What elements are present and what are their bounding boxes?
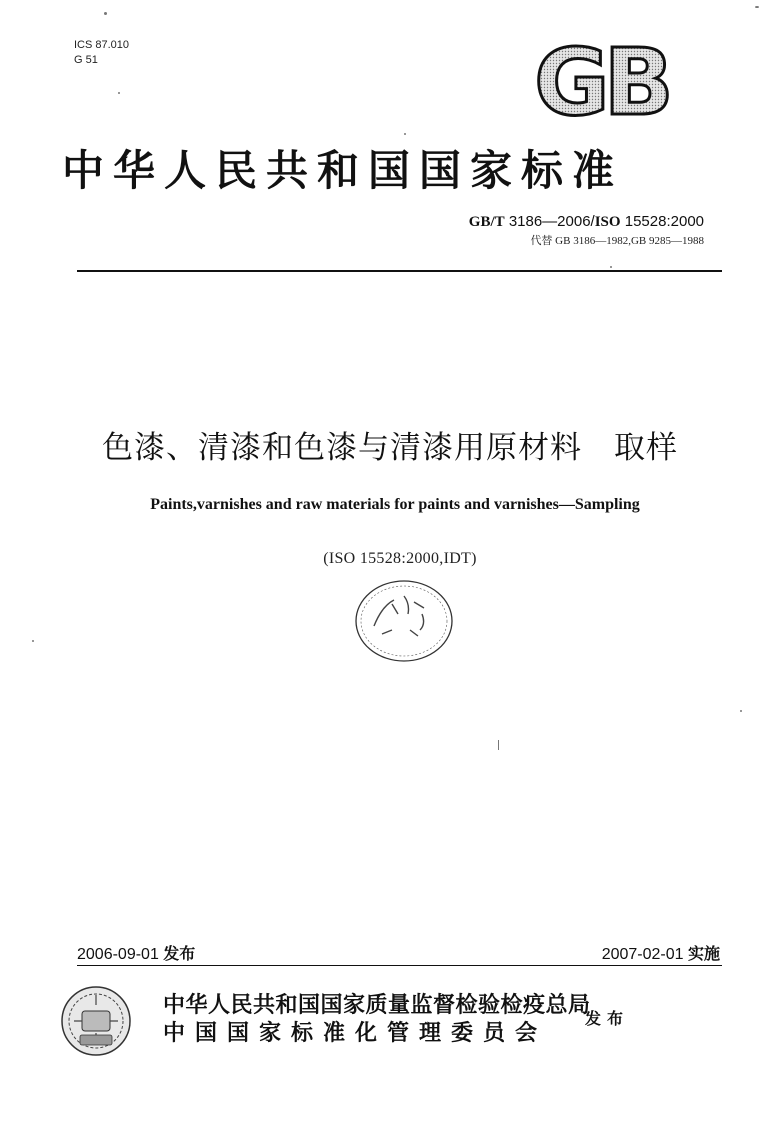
publish-date-value: 2006-09-01 — [77, 946, 159, 963]
scan-speck — [32, 640, 34, 642]
standard-number — [469, 213, 704, 231]
publish-date — [77, 941, 195, 964]
scan-speck — [118, 92, 120, 94]
scan-speck — [755, 6, 759, 8]
ics-code-block — [74, 38, 129, 68]
category-code: G 51 — [74, 54, 98, 66]
scan-speck — [498, 740, 499, 750]
chinese-title: 色漆、清漆和色漆与清漆用原材料 取样 — [102, 430, 678, 466]
aqsiq-seal-icon — [60, 985, 132, 1057]
scan-speck — [404, 133, 406, 135]
scan-speck — [610, 266, 612, 268]
scan-speck — [104, 12, 107, 15]
issuer-sac: 中国国家标准化管理委员会 — [163, 1020, 548, 1046]
english-title: Paints,varnishes and raw materials for paints and varnishes—Sampling — [150, 496, 640, 513]
implement-date — [602, 941, 720, 964]
iso-prefix: ISO — [594, 214, 621, 230]
standard-prefix: GB/T — [468, 214, 505, 230]
implement-date-value: 2007-02-01 — [601, 946, 684, 963]
svg-text:GB: GB — [534, 38, 668, 120]
gb-logo-icon — [522, 38, 680, 120]
ics-code: ICS 87.010 — [74, 39, 130, 51]
iso-number: 15528:2000 — [624, 213, 704, 230]
national-standard-title: 中华人民共和国国家标准 — [62, 146, 624, 195]
top-divider — [77, 270, 722, 272]
library-stamp-icon — [352, 574, 458, 666]
bottom-divider — [77, 965, 722, 966]
standard-code: 3186—2006/ — [508, 213, 595, 230]
replaces-note: 代替 GB 3186—1982,GB 9285—1988 — [530, 235, 704, 247]
release-label: 发布 — [585, 1009, 630, 1028]
iso-equivalence: (ISO 15528:2000,IDT) — [323, 550, 477, 567]
scan-speck — [740, 710, 742, 712]
publish-date-label: 发布 — [163, 944, 196, 963]
implement-date-label: 实施 — [687, 944, 720, 963]
issuer-aqsiq: 中华人民共和国国家质量监督检验检疫总局 — [163, 992, 591, 1018]
